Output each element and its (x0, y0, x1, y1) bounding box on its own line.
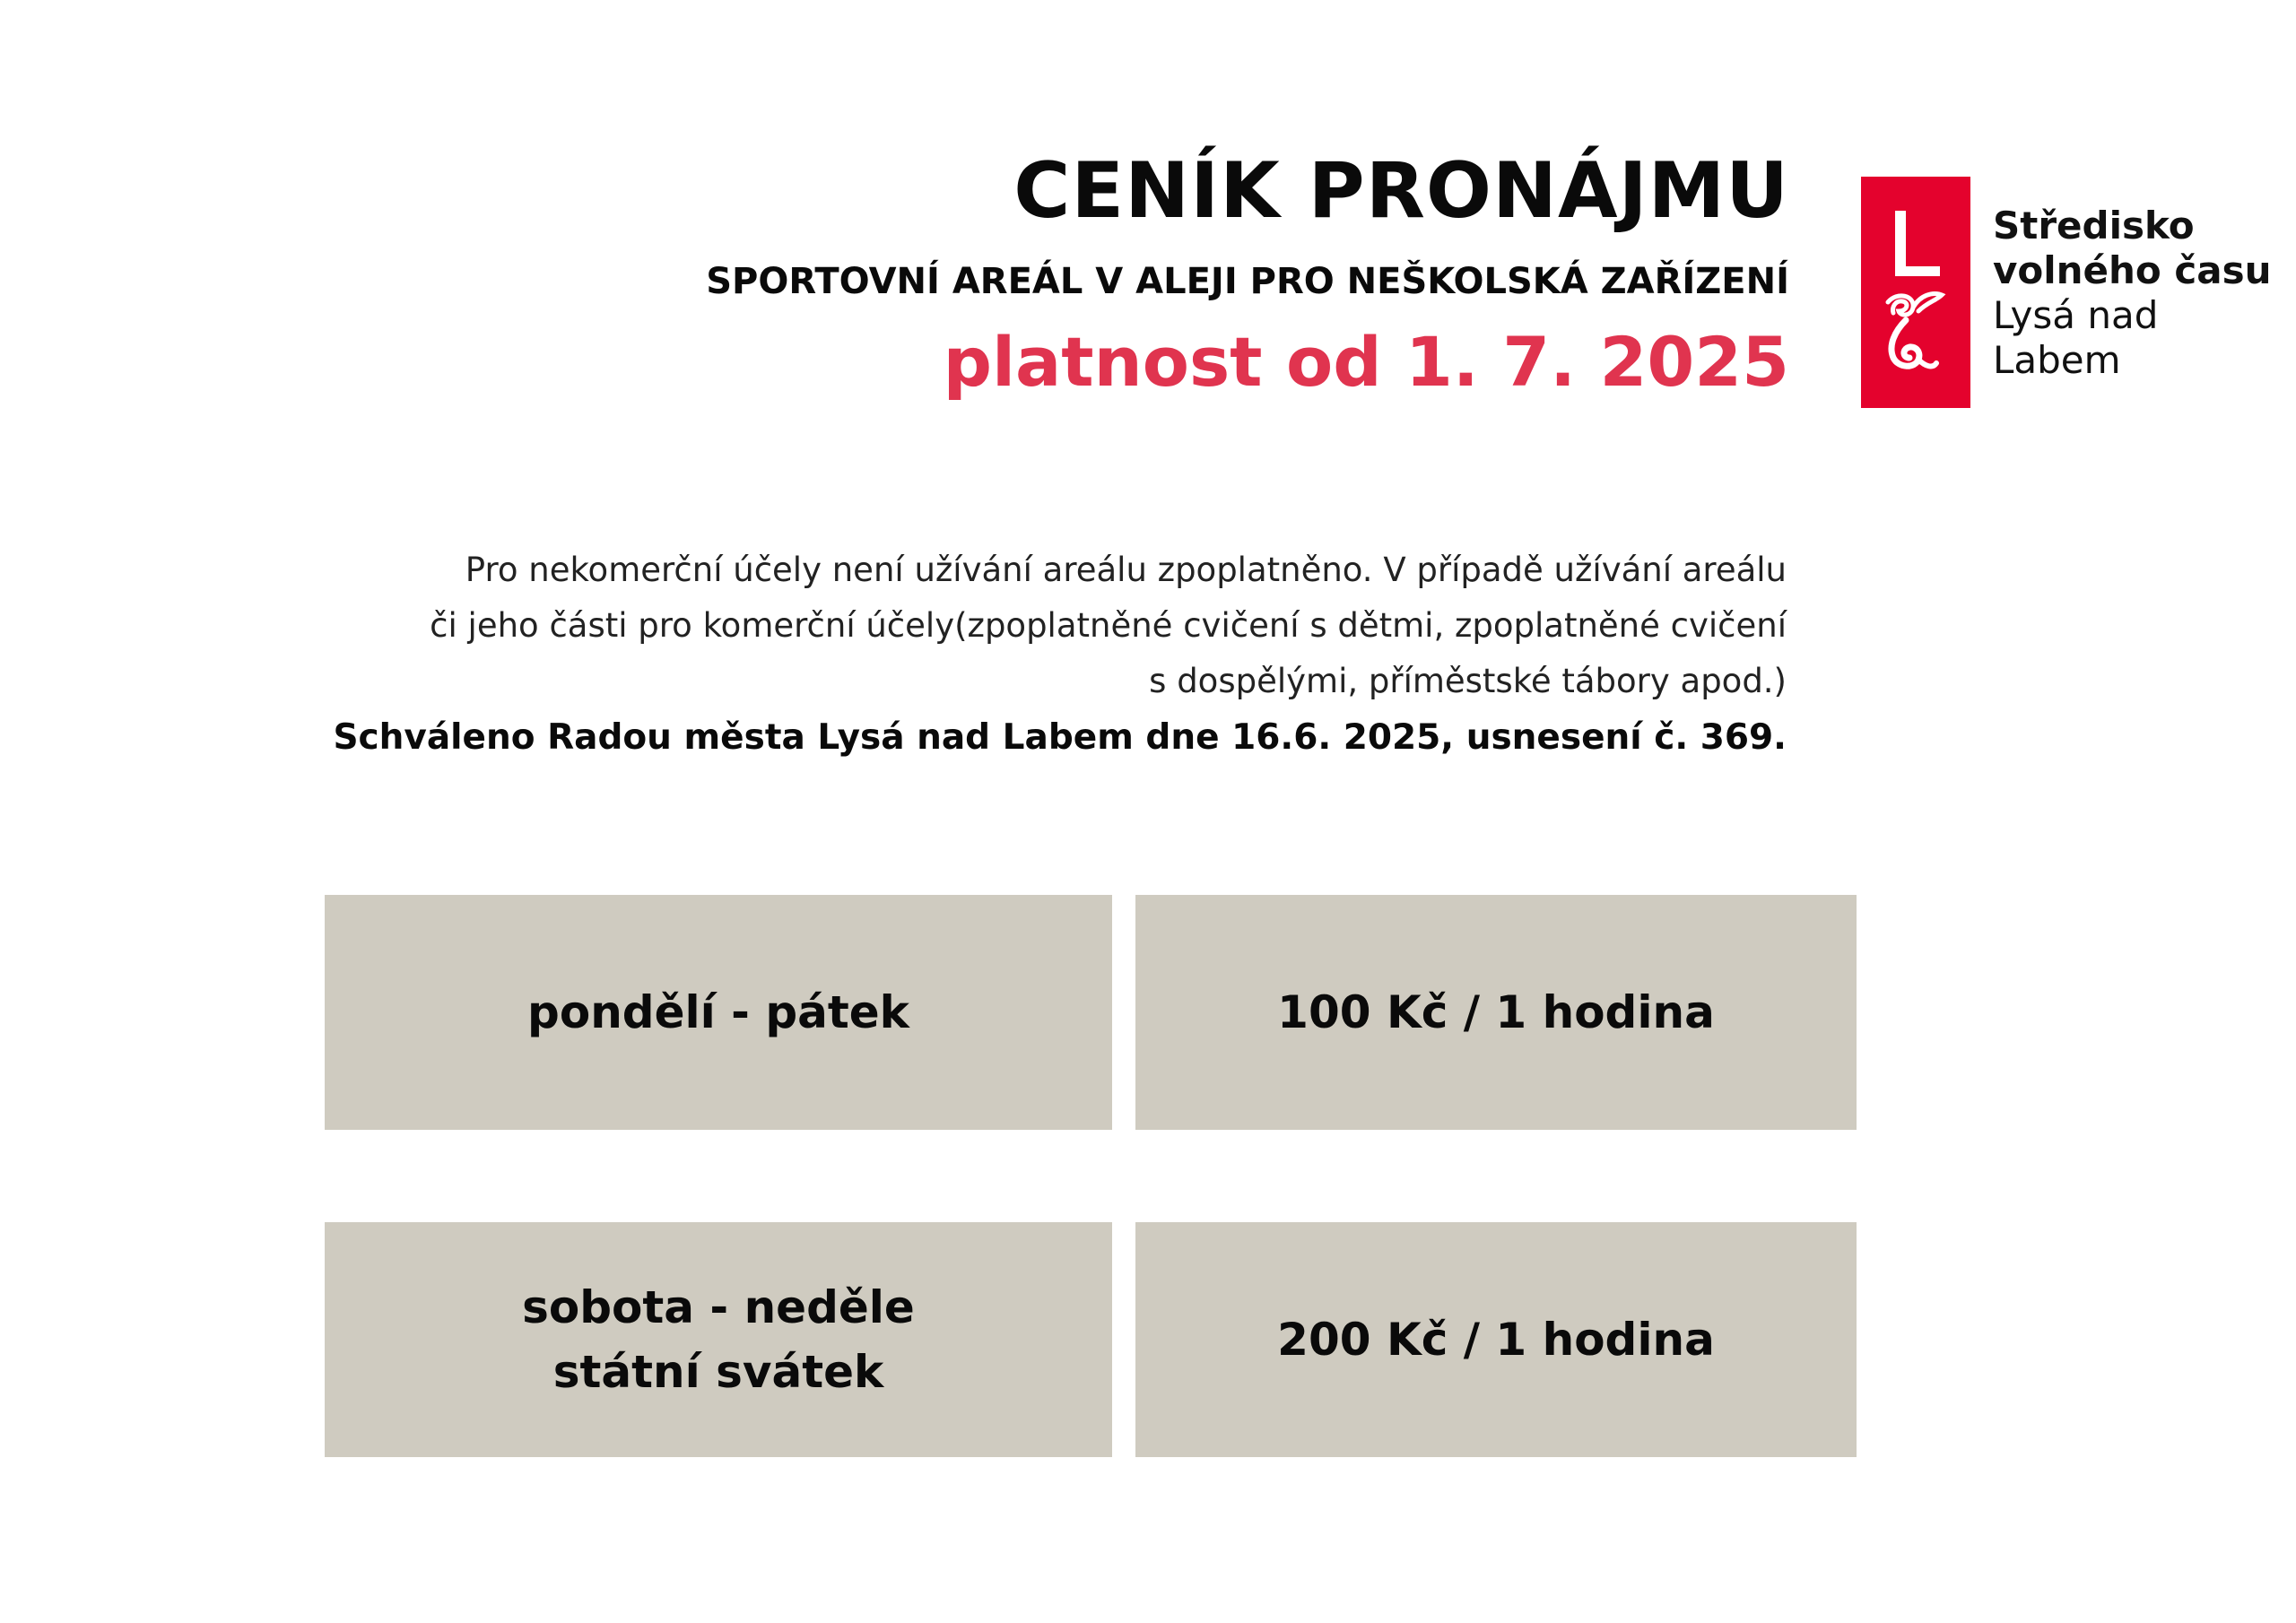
validity-date: platnost od 1. 7. 2025 (943, 322, 1789, 402)
price-row-days (325, 1222, 1112, 1457)
price-row-price (1135, 1222, 1857, 1457)
header (534, 146, 1789, 402)
price-label: 200 Kč / 1 hodina (1277, 1314, 1715, 1366)
price-row-days (325, 895, 1112, 1130)
page-subtitle: SPORTOVNÍ AREÁL V ALEJI PRO NEŠKOLSKÁ ZAŘÍZENÍ (706, 261, 1789, 302)
organization-logo (1861, 177, 2296, 410)
logo-line-2: volného času (1993, 248, 2272, 292)
days-label: sobota - neděle (522, 1281, 915, 1333)
days-label: pondělí - pátek (527, 986, 909, 1038)
approval-note: Schváleno Radou města Lysá nad Labem dne 16.6. 2025, usnesení č. 369. (333, 717, 1787, 758)
price-row-price (1135, 895, 1857, 1130)
logo-line-1: Středisko (1993, 204, 2195, 247)
intro-line: Pro nekomerční účely není užívání areálu zpoplatněno. V případě užívání areálu (465, 551, 1787, 589)
price-label: 100 Kč / 1 hodina (1277, 986, 1715, 1038)
intro-paragraph (262, 542, 1787, 709)
lysa-nad-labem-logo-mark-icon (1861, 177, 1970, 408)
logo-text (1993, 204, 2272, 383)
logo-line-3: Lysá nad (1993, 293, 2159, 337)
intro-line: či jeho části pro komerční účely(zpoplatněné cvičení s dětmi, zpoplatněné cvičení (430, 606, 1787, 645)
logo-line-4: Labem (1993, 338, 2121, 382)
intro-line: s dospělými, příměstské tábory apod.) (1149, 662, 1787, 700)
days-label: státní svátek (552, 1346, 884, 1398)
page-title: CENÍK PRONÁJMU (1013, 146, 1789, 236)
